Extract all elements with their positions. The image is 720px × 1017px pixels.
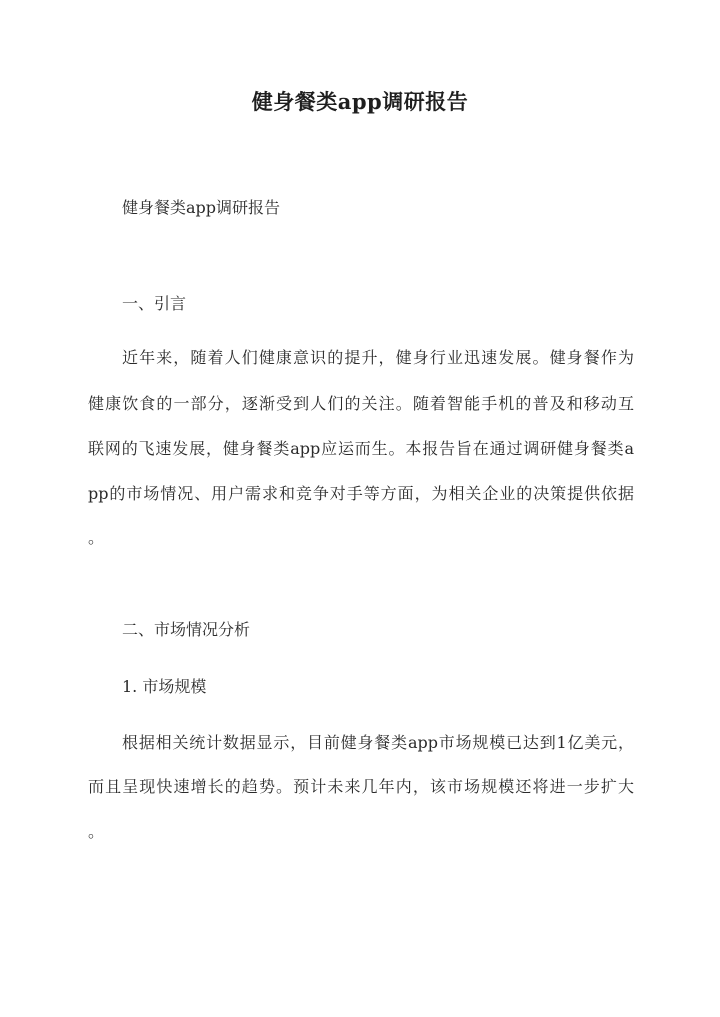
paragraph-line: 而且呈现快速增长的趋势。预计未来几年内，该市场规模还将进一步扩大 [88,777,634,796]
paragraph-line: 健康饮食的一部分，逐渐受到人们的关注。随着智能手机的普及和移动互 [88,394,634,413]
paragraph-line: 近年来，随着人们健康意识的提升，健身行业迅速发展。健身餐作为 [122,348,634,367]
paragraph-line: 。 [88,822,105,841]
paragraph-line: 。 [88,528,105,547]
paragraph-line: pp的市场情况、用户需求和竞争对手等方面，为相关企业的决策提供依据 [88,484,634,503]
document-subtitle: 健身餐类app调研报告 [122,198,281,217]
subsection-heading-market-size: 1. 市场规模 [122,677,207,696]
document-title: 健身餐类app调研报告 [251,89,469,114]
paragraph-line: 联网的飞速发展，健身餐类app应运而生。本报告旨在通过调研健身餐类a [88,439,634,458]
paragraph-line: 根据相关统计数据显示，目前健身餐类app市场规模已达到1亿美元， [122,733,634,752]
section-heading-market-analysis: 二、市场情况分析 [122,620,251,639]
section-heading-introduction: 一、引言 [122,294,187,313]
